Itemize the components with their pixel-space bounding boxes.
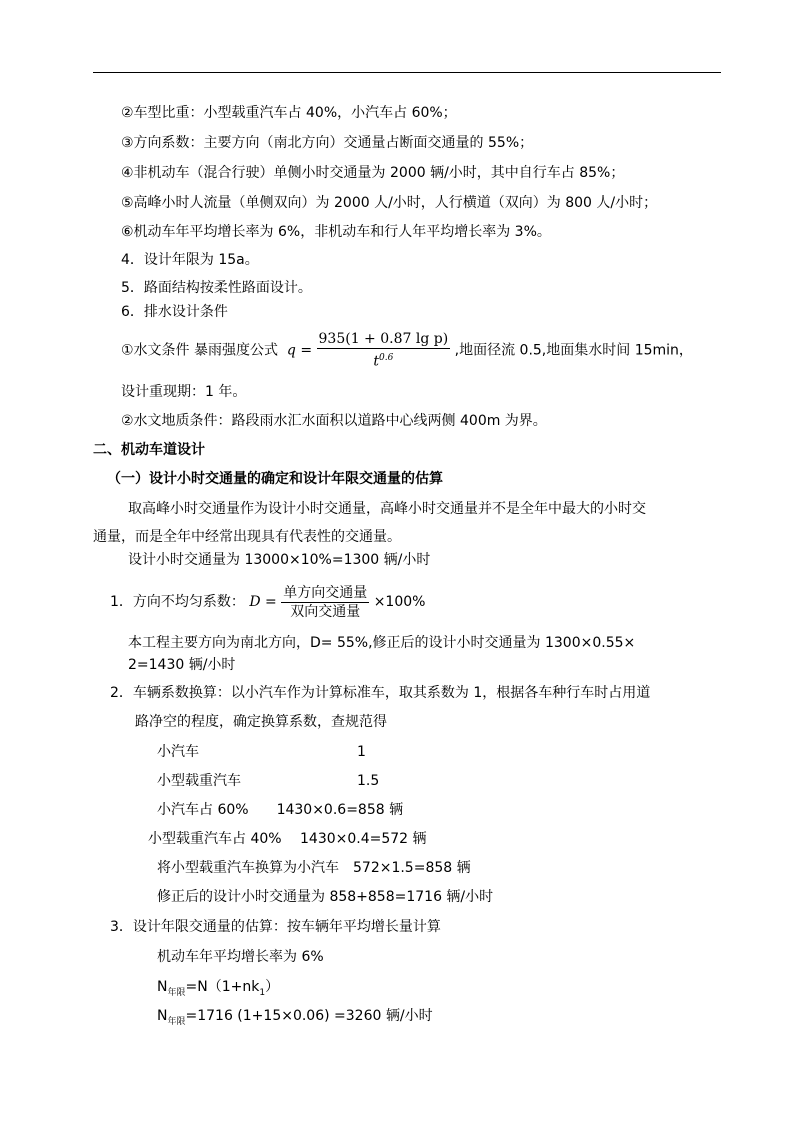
- coef-value: 1: [357, 744, 366, 760]
- paragraph-line: 取高峰小时交通量作为设计小时交通量，高峰小时交通量并不是全年中最大的小时交: [128, 501, 646, 517]
- formula-prefix: 1．方向不均匀系数：: [110, 594, 245, 610]
- paragraph-line: 路净空的程度，确定换算系数，查规范得: [135, 714, 387, 730]
- paragraph-line: 3．设计年限交通量的估算：按车辆年平均增长量计算: [110, 919, 441, 935]
- direction-formula-line: [110, 582, 425, 622]
- formula-prefix: ①水文条件 暴雨强度公式: [121, 342, 279, 359]
- rainfall-fraction: [317, 330, 451, 371]
- formula-var: q =: [282, 342, 313, 359]
- paragraph-line: 2=1430 辆/小时: [128, 657, 236, 673]
- fraction-numerator: 935(1 + 0.87 lg p): [318, 331, 449, 347]
- text-line: ②水文地质条件：路段雨水汇水面积以道路中心线两侧 400m 为界。: [121, 413, 547, 429]
- paragraph-line: 机动车年平均增长率为 6%: [157, 949, 324, 965]
- formula-suffix: ×100%: [373, 594, 426, 610]
- growth-result: $N_{年限}=1716$ (1+15×0.06) =3260 辆/小时: [157, 1008, 433, 1027]
- header-rule: [93, 72, 721, 73]
- paragraph-line: 2．车辆系数换算：以小汽车作为计算标准车，取其系数为 1，根据各车种行车时占用道: [110, 685, 651, 701]
- growth-formula: $N_{年限}=N(1+nk_1)$: [157, 979, 280, 998]
- calc-line: 小汽车占 60% 1430×0.6=858 辆: [157, 802, 404, 818]
- section-heading: 二、机动车道设计: [93, 442, 205, 458]
- text-line: 设计重现期：1 年。: [121, 384, 247, 400]
- direction-fraction: [281, 584, 369, 621]
- rainfall-formula-line: [121, 330, 693, 371]
- text-line: ④非机动车（混合行驶）单侧小时交通量为 2000 辆/小时，其中自行车占 85%；: [121, 165, 625, 181]
- text-line: ⑥机动车年平均增长率为 6%，非机动车和行人年平均增长率为 3%。: [121, 224, 551, 240]
- paragraph-line: 本工程主要方向为南北方向，D= 55%,修正后的设计小时交通量为 1300×0.55×: [128, 635, 636, 651]
- formula-var: D =: [249, 594, 277, 610]
- coef-name: 小汽车: [157, 744, 199, 760]
- text-line: 4．设计年限为 15a。: [121, 252, 259, 268]
- paragraph-line: 通量，而是全年中经常出现具有代表性的交通量。: [93, 529, 401, 545]
- calc-line: 将小型载重汽车换算为小汽车 572×1.5=858 辆: [157, 860, 471, 876]
- coef-value: 1.5: [357, 773, 380, 789]
- formula-suffix: ,地面径流 0.5,地面集水时间 15min，: [454, 342, 693, 359]
- text-line: 6．排水设计条件: [121, 304, 228, 320]
- text-line: ⑤高峰小时人流量（单侧双向）为 2000 人/小时，人行横道（双向）为 800 人/小时；: [121, 195, 658, 211]
- text-line: ③方向系数：主要方向（南北方向）交通量占断面交通量的 55%；: [121, 135, 534, 151]
- fraction-numerator: 单方向交通量: [283, 584, 368, 601]
- calc-line: 修正后的设计小时交通量为 858+858=1716 辆/小时: [157, 889, 494, 905]
- paragraph-line: 设计小时交通量为 13000×10%=1300 辆/小时: [128, 552, 431, 568]
- coef-name: 小型载重汽车: [157, 773, 241, 789]
- text-line: ②车型比重：小型载重汽车占 40%，小汽车占 60%；: [121, 105, 457, 121]
- calc-line: 小型载重汽车占 40% 1430×0.4=572 辆: [148, 831, 427, 847]
- fraction-denominator: $t^{0.6}$: [373, 353, 394, 370]
- fraction-denominator: 双向交通量: [290, 603, 361, 620]
- text-line: 5．路面结构按柔性路面设计。: [121, 280, 312, 296]
- subsection-heading: （一）设计小时交通量的确定和设计年限交通量的估算: [107, 471, 443, 487]
